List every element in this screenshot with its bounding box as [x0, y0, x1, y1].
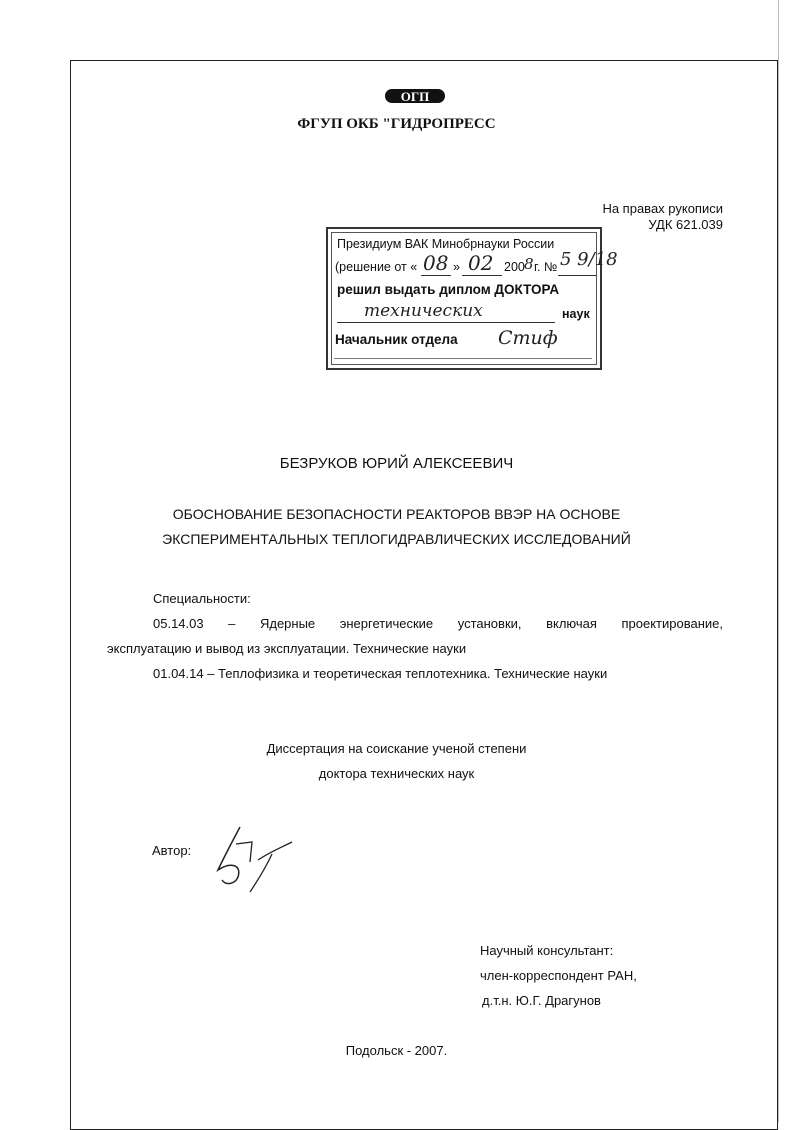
scan-edge	[778, 0, 779, 1122]
specialty-2: 01.04.14 – Теплофизика и теоретическая теплотехника. Технические науки	[153, 666, 608, 681]
stamp-decision: решил выдать диплом ДОКТОРА	[337, 282, 560, 297]
specialty-1-line-1: 05.14.03 – Ядерные энергетические установки, включая проектирование,	[153, 616, 723, 631]
stamp-number: 5 9/18	[560, 249, 618, 270]
stamp-presidium: Президиум ВАК Минобрнауки России	[337, 237, 555, 251]
stamp-year-digit: 8	[524, 255, 534, 273]
stamp-science-suffix: наук	[562, 307, 590, 321]
title-line-2: ЭКСПЕРИМЕНТАЛЬНЫХ ТЕПЛОГИДРАВЛИЧЕСКИХ ИССЛЕДОВАНИЙ	[162, 531, 631, 547]
dissertation-line-2: доктора технических наук	[318, 766, 475, 781]
author-label: Автор:	[152, 843, 192, 858]
organization-name: ФГУП ОКБ "ГИДРОПРЕСС	[297, 116, 496, 132]
stamp-department-head: Начальник отдела	[335, 332, 458, 347]
specialty-1-line-2: эксплуатацию и вывод из эксплуатации. Технические науки	[107, 641, 467, 656]
consultant-label: Научный консультант:	[480, 943, 614, 958]
stamp-day: 08	[423, 251, 449, 275]
dissertation-line-1: Диссертация на соискание ученой степени	[266, 741, 527, 756]
consultant-name: д.т.н. Ю.Г. Драгунов	[482, 993, 601, 1008]
udk-code: УДК 621.039	[648, 217, 723, 232]
manuscript-rights: На правах рукописи	[602, 201, 723, 216]
specialties-label: Специальности:	[153, 591, 251, 606]
stamp-number-label: г. №	[534, 260, 558, 274]
author-signature	[210, 822, 300, 897]
place-year: Подольск - 2007.	[345, 1043, 448, 1058]
stamp-quote: »	[453, 260, 460, 274]
stamp-month: 02	[468, 251, 494, 275]
logo-text: ОГП	[400, 89, 430, 104]
author-name: БЕЗРУКОВ ЮРИЙ АЛЕКСЕЕВИЧ	[279, 455, 514, 472]
stamp-decision-prefix: (решение от «	[335, 260, 418, 274]
consultant-title: член-корреспондент РАН,	[480, 968, 637, 983]
title-line-1: ОБОСНОВАНИЕ БЕЗОПАСНОСТИ РЕАКТОРОВ ВВЭР НА ОСНОВЕ	[172, 506, 621, 522]
stamp-science-handwritten: технических	[364, 301, 483, 321]
organization-logo	[385, 86, 445, 106]
stamp-signature: Стиф	[498, 327, 558, 349]
vak-stamp	[326, 227, 618, 370]
stamp-year-prefix: 200	[504, 260, 525, 274]
